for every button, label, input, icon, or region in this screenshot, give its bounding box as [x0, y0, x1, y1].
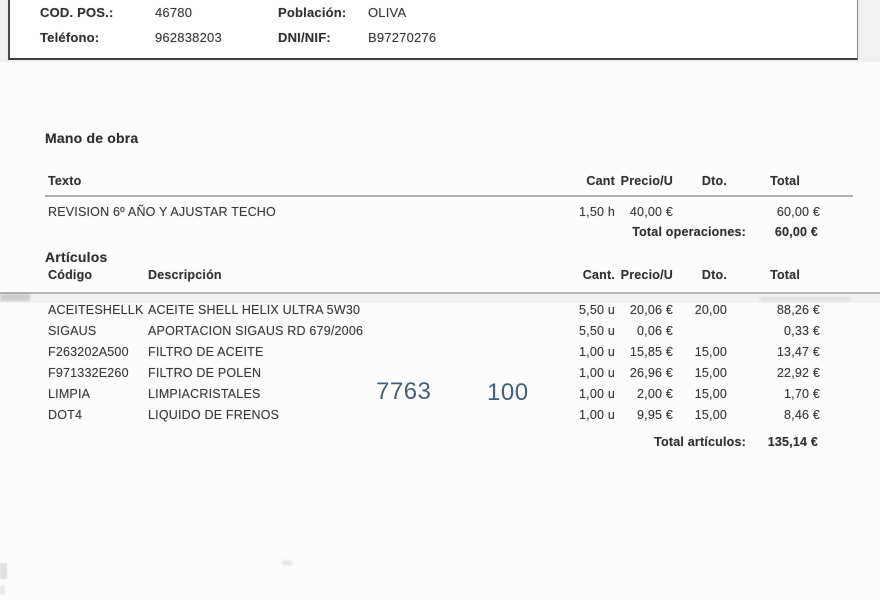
article-quantity: 1,00 u — [579, 366, 615, 380]
article-description: ACEITE SHELL HELIX ULTRA 5W30 — [148, 303, 361, 317]
scan-smudge — [0, 585, 5, 595]
article-quantity: 1,00 u — [579, 408, 615, 422]
city-label: Población: — [278, 5, 347, 20]
overlay-number-left: 7763 — [376, 378, 432, 405]
column-header-dto: Dto. — [701, 268, 727, 282]
article-code: DOT4 — [48, 408, 83, 422]
labor-total-label: Total operaciones: — [632, 225, 746, 239]
scan-smudge — [0, 563, 7, 579]
article-code: LIMPIA — [48, 387, 91, 401]
column-header-precio: Precio/U — [620, 174, 673, 188]
article-quantity: 5,50 u — [579, 324, 615, 338]
article-code: F971332E260 — [48, 366, 129, 380]
labor-total-value: 60,00 € — [774, 225, 818, 239]
article-description: LIMPIACRISTALES — [148, 387, 261, 401]
article-total: 22,92 € — [776, 366, 820, 380]
articles-total-value: 135,14 € — [767, 435, 818, 449]
articles-total-line — [48, 435, 823, 451]
article-unit-price: 9,95 € — [637, 408, 673, 422]
article-row — [48, 324, 823, 345]
articles-table-body — [48, 303, 823, 429]
article-quantity: 5,50 u — [579, 303, 615, 317]
phone-value: 962838203 — [155, 30, 222, 45]
column-header-dto: Dto. — [701, 174, 727, 188]
customer-info-row — [10, 5, 880, 23]
city-value: OLIVA — [368, 5, 407, 20]
column-header-cant: Cant. — [582, 268, 615, 282]
column-header-descripcion: Descripción — [148, 268, 222, 282]
article-code: F263202A500 — [48, 345, 129, 359]
article-discount: 15,00 — [694, 408, 727, 422]
postal-code-value: 46780 — [155, 5, 193, 20]
column-header-texto: Texto — [48, 174, 82, 188]
article-total: 13,47 € — [776, 345, 820, 359]
column-header-precio: Precio/U — [620, 268, 673, 282]
article-unit-price: 20,06 € — [629, 303, 673, 317]
column-header-codigo: Código — [48, 268, 93, 282]
article-row — [48, 408, 823, 429]
article-code: SIGAUS — [48, 324, 97, 338]
phone-label: Teléfono: — [40, 30, 100, 45]
labor-table — [48, 174, 823, 195]
article-row — [48, 345, 823, 366]
article-row — [48, 366, 823, 387]
article-unit-price: 2,00 € — [637, 387, 673, 401]
labor-quantity: 1,50 h — [579, 205, 615, 219]
article-unit-price: 0,06 € — [637, 324, 673, 338]
article-discount: 15,00 — [694, 345, 727, 359]
article-description: APORTACION SIGAUS RD 679/2006 — [148, 324, 364, 338]
article-total: 8,46 € — [784, 408, 820, 422]
articles-section-title: Artículos — [45, 249, 108, 265]
labor-header-rule — [45, 195, 853, 197]
tax-id-value: B97270276 — [368, 30, 437, 45]
article-row — [48, 303, 823, 324]
labor-table-body — [48, 205, 823, 226]
labor-table-header — [48, 174, 823, 195]
customer-info-box — [8, 0, 858, 60]
postal-code-label: COD. POS.: — [40, 5, 114, 20]
labor-total: 60,00 € — [776, 205, 820, 219]
article-quantity: 1,00 u — [579, 345, 615, 359]
labor-unit-price: 40,00 € — [629, 205, 673, 219]
article-discount: 15,00 — [694, 366, 727, 380]
scan-margin-left — [0, 0, 8, 62]
article-unit-price: 26,96 € — [629, 366, 673, 380]
article-total: 88,26 € — [776, 303, 820, 317]
article-discount: 20,00 — [694, 303, 727, 317]
articles-table — [48, 268, 823, 289]
labor-total-line — [48, 225, 823, 241]
article-row — [48, 387, 823, 408]
column-header-cant: Cant — [586, 174, 615, 188]
scan-smudge — [281, 560, 293, 566]
article-discount: 15,00 — [694, 387, 727, 401]
labor-section-title: Mano de obra — [45, 130, 139, 146]
scan-fold-band — [0, 294, 880, 303]
tax-id-label: DNI/NIF: — [278, 30, 331, 45]
article-unit-price: 15,85 € — [629, 345, 673, 359]
overlay-number-right: 100 — [487, 379, 529, 406]
articles-total-label: Total artículos: — [654, 435, 746, 449]
scan-smudge — [0, 294, 30, 301]
article-code: ACEITESHELLK — [48, 303, 144, 317]
article-description: FILTRO DE POLEN — [148, 366, 262, 380]
articles-table-header — [48, 268, 823, 289]
column-header-total: Total — [770, 268, 800, 282]
article-total: 0,33 € — [784, 324, 820, 338]
labor-description: REVISION 6º AÑO Y AJUSTAR TECHO — [48, 205, 276, 219]
column-header-total: Total — [770, 174, 800, 188]
article-description: FILTRO DE ACEITE — [148, 345, 264, 359]
labor-row — [48, 205, 823, 226]
customer-info-row — [10, 30, 880, 48]
scan-smudge — [760, 297, 850, 301]
article-description: LIQUIDO DE FRENOS — [148, 408, 280, 422]
article-quantity: 1,00 u — [579, 387, 615, 401]
article-total: 1,70 € — [784, 387, 820, 401]
